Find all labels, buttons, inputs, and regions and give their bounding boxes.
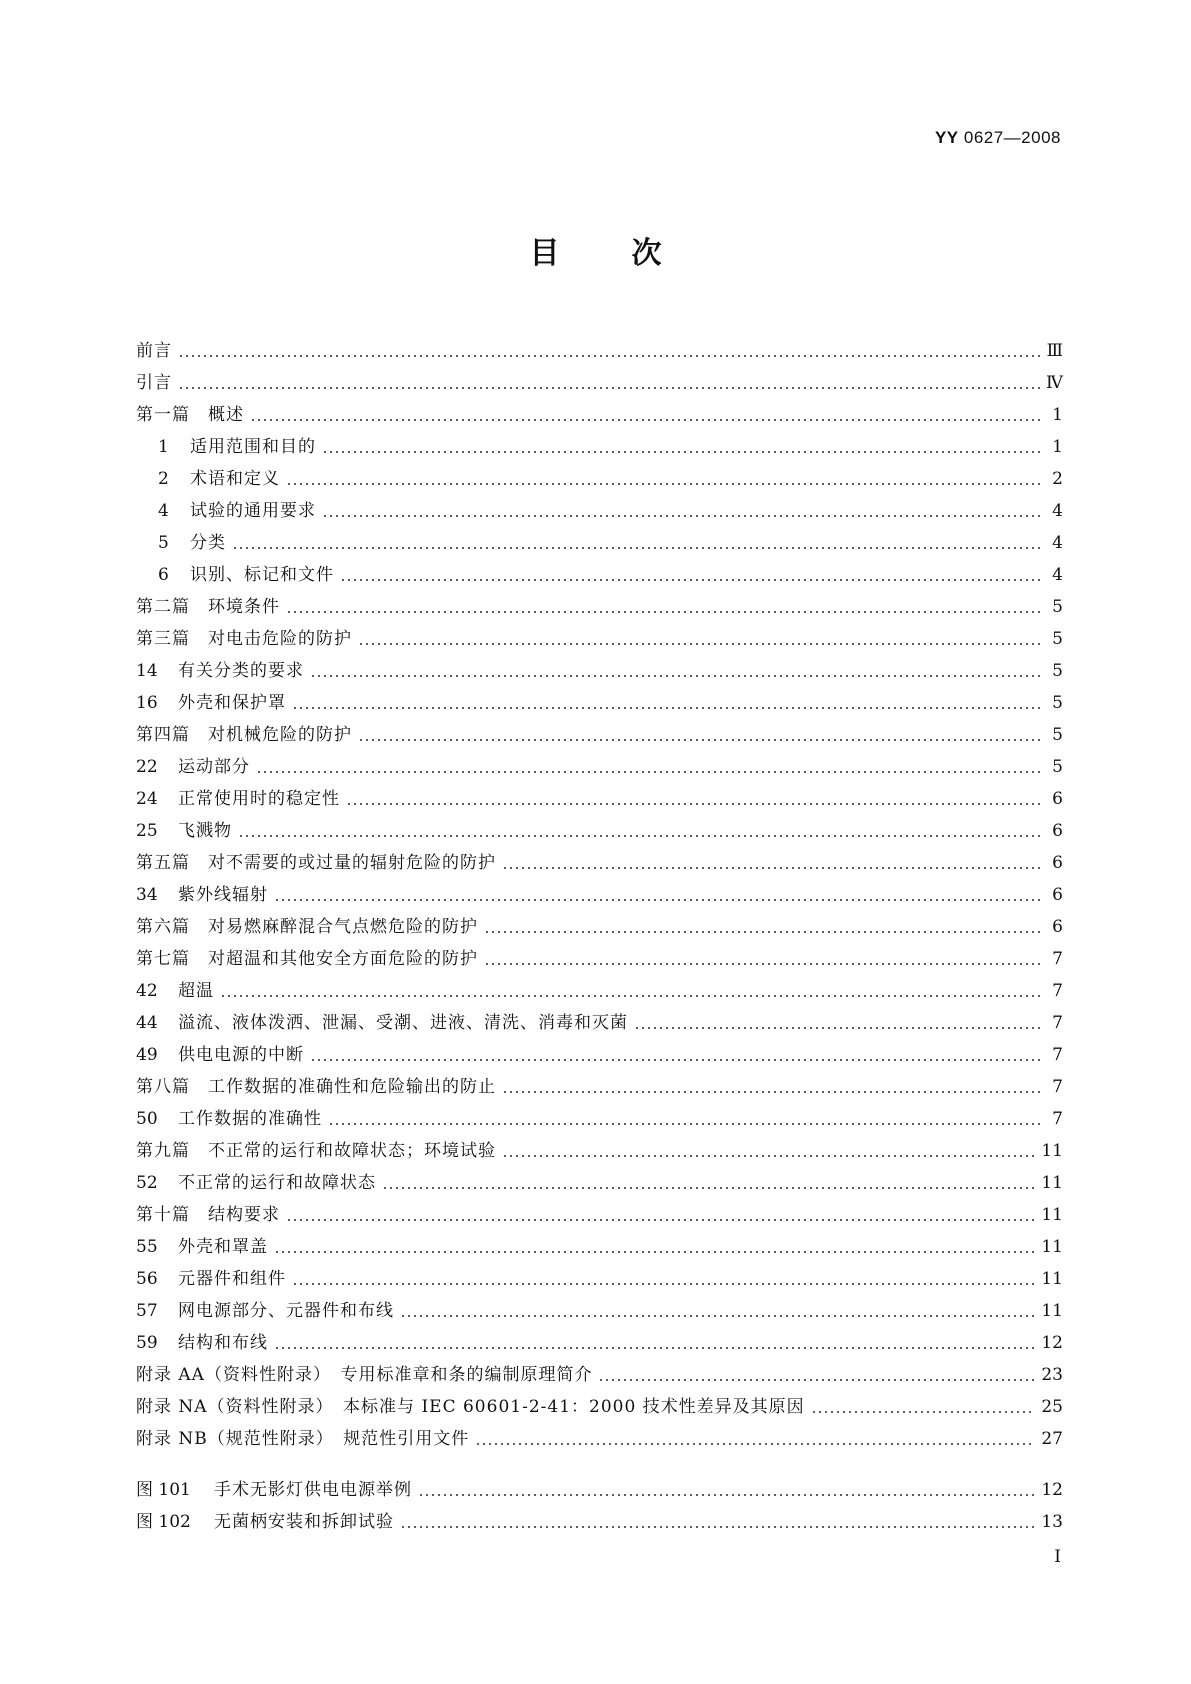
entry-title: 第七篇 对超温和其他安全方面危险的防护: [136, 949, 478, 969]
entry-page-number: 11: [1041, 1141, 1063, 1161]
toc-entry[interactable]: [136, 1290, 1063, 1322]
page-title-char-2: 次: [631, 236, 662, 271]
entry-page-number: 27: [1041, 1429, 1063, 1449]
entry-page-number: 7: [1052, 1077, 1063, 1097]
toc-entry[interactable]: [136, 714, 1063, 746]
entry-title: 无菌柄安装和拆卸试验: [214, 1512, 394, 1532]
entry-title: 紫外线辐射: [178, 885, 268, 905]
entry-number: 16: [136, 693, 158, 713]
entry-page-number: 6: [1052, 917, 1063, 937]
dot-leader: [358, 643, 1043, 645]
dot-leader: [340, 579, 1043, 581]
toc-entry[interactable]: [136, 1162, 1063, 1194]
entry-title: 第八篇 工作数据的准确性和危险输出的防止: [136, 1077, 496, 1097]
dot-leader: [811, 1411, 1036, 1413]
entry-title: 适用范围和目的: [190, 437, 316, 457]
toc-entry[interactable]: [136, 938, 1063, 970]
dot-leader: [274, 899, 1043, 901]
figure-entry[interactable]: [136, 1469, 1063, 1501]
toc-entry[interactable]: [136, 810, 1063, 842]
dot-leader: [310, 675, 1043, 677]
toc-entry[interactable]: [136, 330, 1063, 362]
dot-leader: [178, 355, 1041, 357]
entry-title: 有关分类的要求: [178, 661, 304, 681]
toc-entry[interactable]: [136, 1354, 1063, 1386]
toc-entry[interactable]: [136, 362, 1063, 394]
entry-number: 22: [136, 757, 158, 777]
entry-title: 超温: [178, 981, 214, 1001]
toc-entry[interactable]: [136, 682, 1063, 714]
entry-page-number: 2: [1052, 469, 1063, 489]
dot-leader: [286, 611, 1043, 613]
entry-number: 55: [136, 1237, 158, 1257]
toc-entry[interactable]: [136, 650, 1063, 682]
entry-page-number: Ⅳ: [1046, 373, 1063, 393]
toc-entry[interactable]: [136, 522, 1063, 554]
entry-page-number: 4: [1052, 533, 1063, 553]
toc-entry[interactable]: [136, 1066, 1063, 1098]
entry-title: 第一篇 概述: [136, 405, 244, 425]
entry-page-number: 5: [1052, 661, 1063, 681]
entry-number: 6: [158, 565, 169, 585]
entry-title: 运动部分: [178, 757, 250, 777]
entry-number: 24: [136, 789, 158, 809]
dot-leader: [292, 1283, 1035, 1285]
dot-leader: [238, 835, 1043, 837]
dot-leader: [286, 483, 1043, 485]
table-of-contents: [136, 330, 1063, 1450]
entry-title: 第六篇 对易燃麻醉混合气点燃危险的防护: [136, 917, 478, 937]
entry-number: 57: [136, 1301, 158, 1321]
entry-number: 44: [136, 1013, 158, 1033]
entry-title: 外壳和罩盖: [178, 1237, 268, 1257]
dot-leader: [310, 1059, 1043, 1061]
toc-entry[interactable]: [136, 426, 1063, 458]
entry-number: 1: [158, 437, 169, 457]
entry-number: 图 102: [136, 1512, 191, 1532]
entry-page-number: 11: [1041, 1237, 1063, 1257]
page-title-char-1: 目: [529, 236, 560, 271]
entry-page-number: 6: [1052, 789, 1063, 809]
toc-entry[interactable]: [136, 1258, 1063, 1290]
entry-title: 第三篇 对电击危险的防护: [136, 629, 352, 649]
entry-number: 25: [136, 821, 158, 841]
entry-page-number: 11: [1041, 1301, 1063, 1321]
dot-leader: [484, 931, 1043, 933]
dot-leader: [286, 1219, 1035, 1221]
entry-page-number: 7: [1052, 1109, 1063, 1129]
entry-page-number: 6: [1052, 885, 1063, 905]
entry-number: 4: [158, 501, 169, 521]
entry-title: 工作数据的准确性: [178, 1109, 322, 1129]
entry-number: 14: [136, 661, 158, 681]
toc-entry[interactable]: [136, 1130, 1063, 1162]
dot-leader: [322, 515, 1043, 517]
entry-number: 52: [136, 1173, 158, 1193]
toc-entry[interactable]: [136, 1194, 1063, 1226]
dot-leader: [256, 771, 1043, 773]
entry-page-number: 5: [1052, 725, 1063, 745]
document-code-number: 0627—2008: [963, 128, 1061, 147]
entry-title: 第二篇 环境条件: [136, 597, 280, 617]
entry-title: 第四篇 对机械危险的防护: [136, 725, 352, 745]
entry-page-number: 25: [1041, 1397, 1063, 1417]
entry-number: 59: [136, 1333, 158, 1353]
entry-page-number: 11: [1041, 1173, 1063, 1193]
dot-leader: [274, 1347, 1035, 1349]
entry-title: 结构和布线: [178, 1333, 268, 1353]
entry-title: 第九篇 不正常的运行和故障状态；环境试验: [136, 1141, 496, 1161]
entry-number: 34: [136, 885, 158, 905]
dot-leader: [328, 1123, 1043, 1125]
entry-title: 网电源部分、元器件和布线: [178, 1301, 394, 1321]
entry-page-number: 12: [1041, 1480, 1063, 1500]
dot-leader: [484, 963, 1043, 965]
dot-leader: [232, 547, 1043, 549]
toc-entry[interactable]: [136, 874, 1063, 906]
dot-leader: [382, 1187, 1035, 1189]
entry-title: 不正常的运行和故障状态: [178, 1173, 376, 1193]
toc-entry[interactable]: [136, 586, 1063, 618]
entry-number: 2: [158, 469, 169, 489]
toc-entry[interactable]: [136, 906, 1063, 938]
entry-number: 5: [158, 533, 169, 553]
figure-list: [136, 1469, 1063, 1533]
dot-leader: [178, 387, 1040, 389]
dot-leader: [400, 1526, 1035, 1528]
entry-title: 正常使用时的稳定性: [178, 789, 340, 809]
dot-leader: [292, 707, 1043, 709]
toc-entry[interactable]: [136, 778, 1063, 810]
toc-entry[interactable]: [136, 746, 1063, 778]
toc-entry[interactable]: [136, 1002, 1063, 1034]
entry-title: 附录 NA（资料性附录） 本标准与 IEC 60601-2-41：2000 技术性差异及其原因: [136, 1397, 805, 1417]
entry-page-number: 5: [1052, 693, 1063, 713]
entry-page-number: 1: [1052, 437, 1063, 457]
entry-title: 溢流、液体泼洒、泄漏、受潮、进液、清洗、消毒和灭菌: [178, 1013, 628, 1033]
entry-number: 50: [136, 1109, 158, 1129]
entry-title: 前言: [136, 341, 172, 361]
dot-leader: [502, 867, 1043, 869]
entry-title: 附录 NB（规范性附录） 规范性引用文件: [136, 1429, 470, 1449]
entry-title: 第十篇 结构要求: [136, 1205, 280, 1225]
toc-entry[interactable]: [136, 554, 1063, 586]
dot-leader: [502, 1091, 1043, 1093]
dot-leader: [220, 995, 1043, 997]
toc-entry[interactable]: [136, 618, 1063, 650]
figure-entry[interactable]: [136, 1501, 1063, 1533]
toc-entry[interactable]: [136, 1386, 1063, 1418]
dot-leader: [346, 803, 1043, 805]
entry-page-number: 13: [1041, 1512, 1063, 1532]
toc-entry[interactable]: [136, 394, 1063, 426]
dot-leader: [274, 1251, 1035, 1253]
toc-entry[interactable]: [136, 1098, 1063, 1130]
dot-leader: [358, 739, 1043, 741]
document-code: [935, 128, 1061, 148]
entry-page-number: 23: [1041, 1365, 1063, 1385]
page-title: [0, 228, 1191, 272]
entry-page-number: 7: [1052, 1013, 1063, 1033]
toc-entry[interactable]: [136, 458, 1063, 490]
dot-leader: [418, 1494, 1035, 1496]
entry-page-number: 7: [1052, 981, 1063, 1001]
page-number: I: [1054, 1547, 1061, 1567]
entry-number: 图 101: [136, 1480, 191, 1500]
entry-page-number: 6: [1052, 821, 1063, 841]
entry-page-number: 4: [1052, 565, 1063, 585]
entry-title: 识别、标记和文件: [190, 565, 334, 585]
entry-page-number: 11: [1041, 1205, 1063, 1225]
toc-entry[interactable]: [136, 842, 1063, 874]
toc-entry[interactable]: [136, 1418, 1063, 1450]
entry-title: 手术无影灯供电电源举例: [214, 1480, 412, 1500]
entry-page-number: 11: [1041, 1269, 1063, 1289]
dot-leader: [250, 419, 1043, 421]
entry-title: 术语和定义: [190, 469, 280, 489]
entry-number: 56: [136, 1269, 158, 1289]
document-code-prefix: YY: [934, 128, 959, 147]
toc-entry[interactable]: [136, 1226, 1063, 1258]
dot-leader: [502, 1155, 1035, 1157]
entry-page-number: 5: [1052, 629, 1063, 649]
entry-title: 附录 AA（资料性附录） 专用标准章和条的编制原理简介: [136, 1365, 593, 1385]
dot-leader: [634, 1027, 1043, 1029]
entry-title: 供电电源的中断: [178, 1045, 304, 1065]
toc-entry[interactable]: [136, 1034, 1063, 1066]
entry-title: 飞溅物: [178, 821, 232, 841]
entry-page-number: 4: [1052, 501, 1063, 521]
dot-leader: [598, 1379, 1035, 1381]
toc-entry[interactable]: [136, 1322, 1063, 1354]
entry-title: 外壳和保护罩: [178, 693, 286, 713]
entry-page-number: 12: [1041, 1333, 1063, 1353]
entry-title: 元器件和组件: [178, 1269, 286, 1289]
entry-page-number: 7: [1052, 1045, 1063, 1065]
entry-page-number: 5: [1052, 757, 1063, 777]
toc-entry[interactable]: [136, 970, 1063, 1002]
entry-page-number: 1: [1052, 405, 1063, 425]
entry-page-number: Ⅲ: [1046, 341, 1063, 361]
entry-page-number: 7: [1052, 949, 1063, 969]
dot-leader: [400, 1315, 1035, 1317]
entry-number: 49: [136, 1045, 158, 1065]
entry-page-number: 5: [1052, 597, 1063, 617]
entry-number: 42: [136, 981, 158, 1001]
entry-title: 分类: [190, 533, 226, 553]
entry-page-number: 6: [1052, 853, 1063, 873]
toc-entry[interactable]: [136, 490, 1063, 522]
entry-title: 试验的通用要求: [190, 501, 316, 521]
entry-title: 第五篇 对不需要的或过量的辐射危险的防护: [136, 853, 496, 873]
dot-leader: [322, 451, 1043, 453]
dot-leader: [475, 1443, 1035, 1445]
entry-title: 引言: [136, 373, 172, 393]
